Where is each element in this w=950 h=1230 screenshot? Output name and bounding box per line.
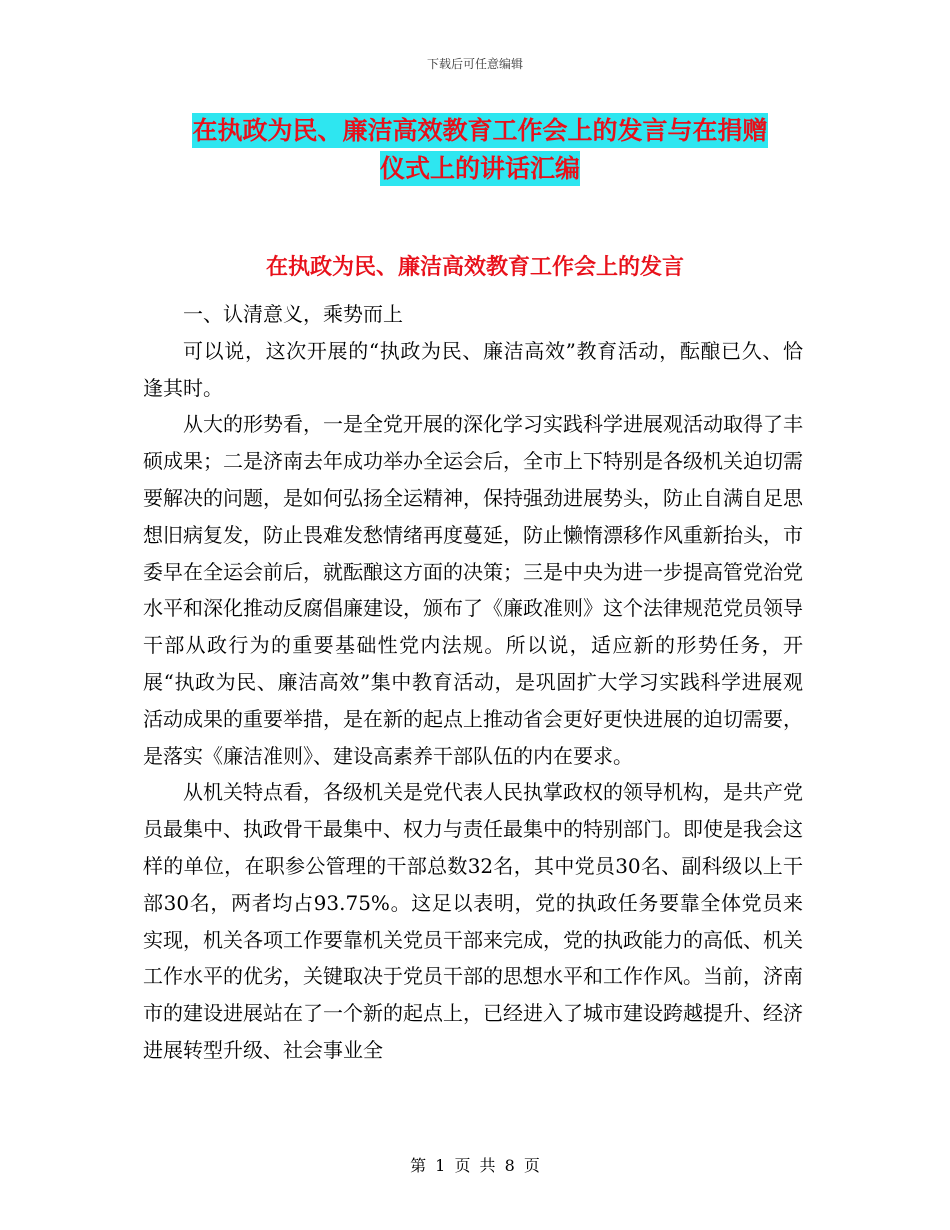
body-text (143, 296, 803, 1069)
heading-paragraph: 一、认清意义，乘势而上 (183, 302, 403, 326)
document-title-line-2: 仪式上的讲话汇编 (380, 151, 580, 186)
paragraph: 可以说，这次开展的“执政为民、廉洁高效”教育活动，酝酿已久、恰逢其时。 (143, 338, 803, 400)
paragraph: 从机关特点看，各级机关是党代表人民执掌政权的领导机构，是共产党员最集中、执政骨干最集中、权力与责任最集中的特别部门。即使是我会这样的单位，在职参公管理的干部总数32名，其中党员30名、副科级以上干部30名，两者均占93.75%。这足以表明，党的执政任务要靠全体党员来实现，机关各项工作要靠机关党员干部来完成，党的执政能力的高低、机关工作水平的优劣，关键取决于党员干部的思想水平和工作作风。当前，济南市的建设进展站在了一个新的起点上，已经进入了城市建设跨越提升、经济进展转型升级、社会事业全 (143, 780, 803, 1062)
document-title (140, 112, 820, 188)
page-header: 下载后可任意编辑 (426, 57, 523, 71)
document-title-line-1: 在执政为民、廉洁高效教育工作会上的发言与在捐赠 (192, 113, 767, 148)
page-number: 第 1 页 共 8 页 (410, 1156, 540, 1175)
paragraph: 从大的形势看，一是全党开展的深化学习实践科学进展观活动取得了丰硕成果；二是济南去年成功举办全运会后，全市上下特别是各级机关迫切需要解决的问题，是如何弘扬全运精神，保持强劲进展势头，防止自满自足思想旧病复发，防止畏难发愁情绪再度蔓延，防止懒惰漂移作风重新抬头，市委早在全运会前后，就酝酿这方面的决策；三是中央为进一步提高管党治党水平和深化推动反腐倡廉建设，颁布了《廉政准则》这个法律规范党员领导干部从政行为的重要基础性党内法规。所以说，适应新的形势任务，开展“执政为民、廉洁高效”集中教育活动，是巩固扩大学习实践科学进展观活动成果的重要举措，是在新的起点上推动省会更好更快进展的迫切需要，是落实《廉洁准则》、建设高素养干部队伍的内在要求。 (143, 412, 803, 768)
section-title: 在执政为民、廉洁高效教育工作会上的发言 (265, 255, 684, 280)
